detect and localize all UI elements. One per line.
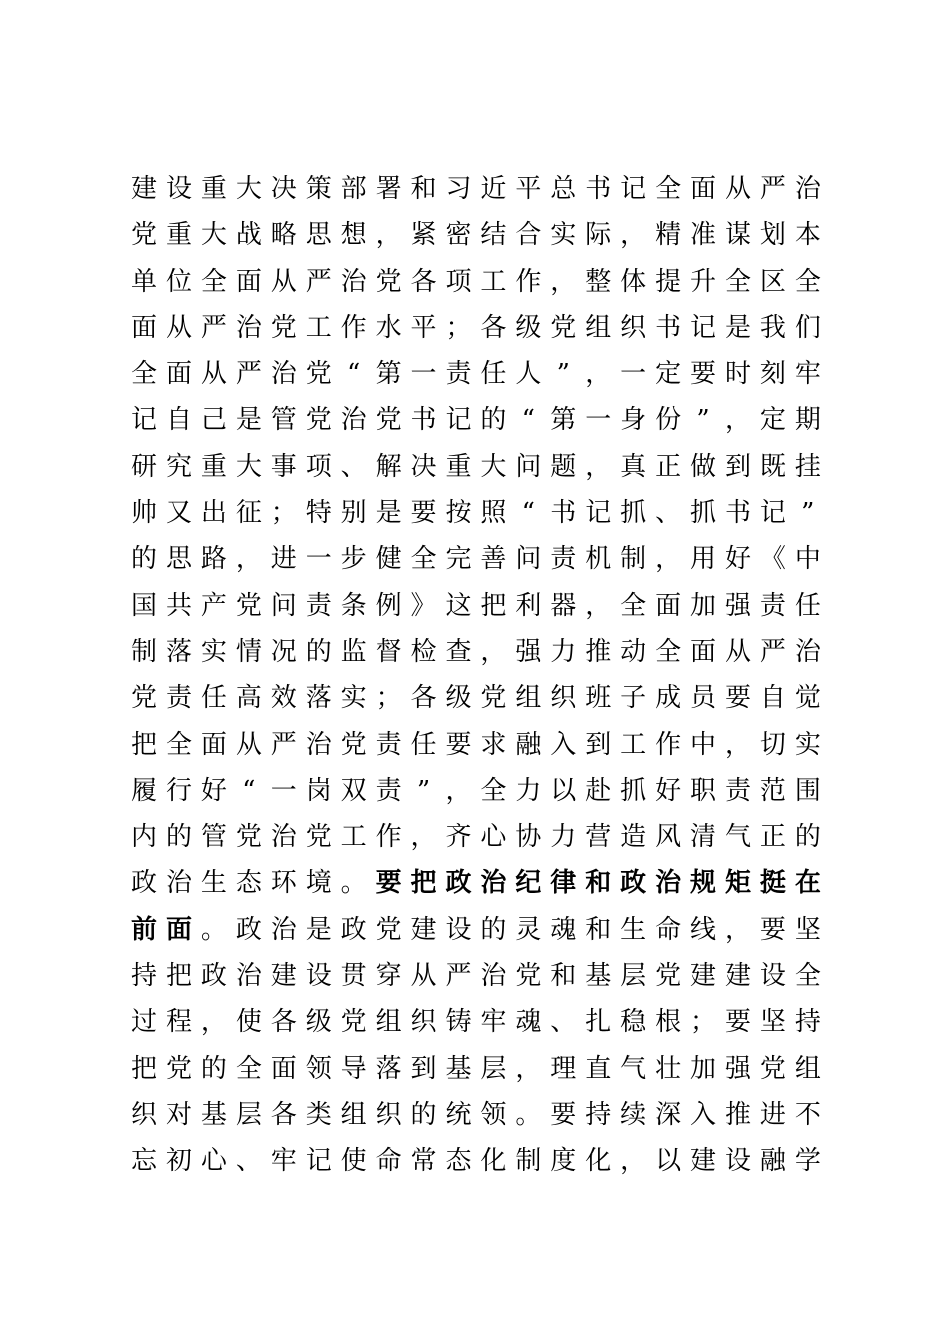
text-line: 党 重 大 战 略 思 想 ， 紧 密 结 合 实 际 ， 精 准 谋 划 本 xyxy=(131,220,821,251)
text-line: 研 究 重 大 事 项 、 解 决 重 大 问 题 ， 真 正 做 到 既 挂 xyxy=(131,451,821,482)
text-line: 把 党 的 全 面 领 导 落 到 基 层 ， 理 直 气 壮 加 强 党 组 xyxy=(131,1053,821,1084)
text-line: 的 思 路 ， 进 一 步 健 全 完 善 问 责 机 制 ， 用 好 《 中 xyxy=(131,544,821,575)
text-line: 忘 初 心 、 牢 记 使 命 常 态 化 制 度 化 ， 以 建 设 融 学 xyxy=(131,1146,821,1177)
text-line: 党 责 任 高 效 落 实 ； 各 级 党 组 织 班 子 成 员 要 自 觉 xyxy=(131,683,821,714)
text-line: 内 的 管 党 治 党 工 作 ， 齐 心 协 力 营 造 风 清 气 正 的 xyxy=(131,822,821,853)
text-line: 制 落 实 情 况 的 监 督 检 查 ， 强 力 推 动 全 面 从 严 治 xyxy=(131,636,821,667)
text-line: 持 把 政 治 建 设 贯 穿 从 严 治 党 和 基 层 党 建 建 设 全 xyxy=(131,961,821,992)
text-line: 过 程 ， 使 各 级 党 组 织 铸 牢 魂 、 扎 稳 根 ； 要 坚 持 xyxy=(131,1007,821,1038)
text-line: 国 共 产 党 问 责 条 例 》 这 把 利 器 ， 全 面 加 强 责 任 xyxy=(131,590,821,621)
text-line: 面 从 严 治 党 工 作 水 平 ； 各 级 党 组 织 书 记 是 我 们 xyxy=(131,312,821,343)
text-line: 建 设 重 大 决 策 部 署 和 习 近 平 总 书 记 全 面 从 严 治 xyxy=(131,174,821,204)
text-line: 帅 又 出 征 ； 特 别 是 要 按 照 “ 书 记 抓 、 抓 书 记 ” xyxy=(131,498,815,529)
text-line: 前 面 。 政 治 是 政 党 建 设 的 灵 魂 和 生 命 线 ， 要 坚 xyxy=(131,914,821,945)
text-line: 全 面 从 严 治 党 “ 第 一 责 任 人 ” ， 一 定 要 时 刻 牢 xyxy=(131,359,821,390)
body-paragraph xyxy=(131,166,831,1185)
text-line: 履 行 好 “ 一 岗 双 责 ” ， 全 力 以 赴 抓 好 职 责 范 围 xyxy=(131,775,821,806)
text-line: 记 自 己 是 管 党 治 党 书 记 的 “ 第 一 身 份 ” ， 定 期 xyxy=(131,405,821,436)
text-line: 织 对 基 层 各 类 组 织 的 统 领 。 要 持 续 深 入 推 进 不 xyxy=(131,1099,821,1130)
text-line: 政 治 生 态 环 境 。 要 把 政 治 纪 律 和 政 治 规 矩 挺 在 xyxy=(131,868,821,899)
text-line: 单 位 全 面 从 严 治 党 各 项 工 作 ， 整 体 提 升 全 区 全 xyxy=(131,266,821,297)
text-line: 把 全 面 从 严 治 党 责 任 要 求 融 入 到 工 作 中 ， 切 实 xyxy=(131,729,821,760)
